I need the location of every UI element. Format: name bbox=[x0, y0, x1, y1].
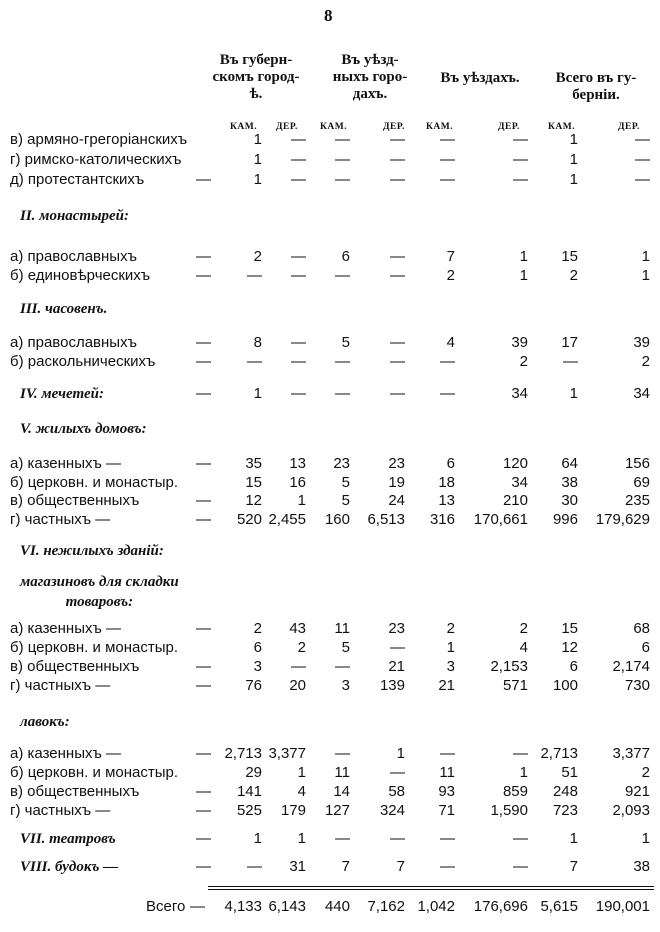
row-label: а) православныхъ bbox=[10, 334, 137, 351]
leader-dash: — bbox=[196, 783, 211, 800]
column-header-provincial-town: Въ губерн- скомъ город- ѣ. bbox=[212, 52, 300, 102]
table-cell: 39 bbox=[511, 334, 528, 351]
table-cell: 1 bbox=[297, 764, 306, 781]
table-cell: 996 bbox=[552, 511, 578, 528]
row-label: а) казенныхъ — bbox=[10, 745, 122, 762]
table-cell: 6 bbox=[446, 455, 455, 472]
table-cell: 12 bbox=[245, 492, 262, 509]
table-cell: — bbox=[390, 248, 405, 265]
table-cell: 1 bbox=[396, 745, 405, 762]
table-cell: 210 bbox=[502, 492, 528, 509]
total-rule-line bbox=[208, 886, 654, 887]
table-cell: 20 bbox=[289, 677, 306, 694]
table-cell: 39 bbox=[633, 334, 650, 351]
table-cell: 11 bbox=[334, 764, 350, 781]
table-cell: 2 bbox=[519, 620, 528, 637]
total-cell: 176,696 bbox=[473, 898, 528, 915]
table-cell: 2 bbox=[519, 353, 528, 370]
table-cell: 15 bbox=[245, 474, 262, 491]
table-cell: 29 bbox=[245, 764, 262, 781]
table-cell: — bbox=[335, 171, 350, 188]
subsection-heading: магазиновъ для складки товаровъ: bbox=[20, 574, 179, 610]
table-cell: 571 bbox=[502, 677, 528, 694]
table-cell: 3,377 bbox=[612, 745, 650, 762]
table-cell: 141 bbox=[236, 783, 262, 800]
row-label: в) армяно-грегоріанскихъ bbox=[10, 131, 188, 148]
table-cell: — bbox=[440, 151, 455, 168]
table-cell: 2 bbox=[569, 267, 578, 284]
table-cell: — bbox=[513, 745, 528, 762]
table-cell: — bbox=[390, 151, 405, 168]
table-cell: — bbox=[291, 658, 306, 675]
table-cell: 2,713 bbox=[540, 745, 578, 762]
table-cell: 21 bbox=[438, 677, 455, 694]
table-cell: 2 bbox=[253, 248, 262, 265]
table-cell: 6,513 bbox=[367, 511, 405, 528]
table-cell: 1,590 bbox=[490, 802, 528, 819]
section-heading: IV. мечетей: bbox=[20, 386, 104, 402]
table-cell: 170,661 bbox=[473, 511, 528, 528]
table-cell: 17 bbox=[561, 334, 578, 351]
leader-dash: — bbox=[196, 802, 211, 819]
table-cell: 520 bbox=[236, 511, 262, 528]
table-cell: — bbox=[440, 131, 455, 148]
section-heading: V. жилыхъ домовъ: bbox=[20, 421, 147, 437]
table-cell: 69 bbox=[633, 474, 650, 491]
table-cell: — bbox=[335, 267, 350, 284]
table-cell: — bbox=[440, 171, 455, 188]
table-cell: 2 bbox=[297, 639, 306, 656]
table-cell: 24 bbox=[388, 492, 405, 509]
table-cell: 6 bbox=[569, 658, 578, 675]
subheader-der: ДЕР. bbox=[498, 122, 520, 132]
table-cell: 1 bbox=[297, 830, 306, 847]
subheader-der: ДЕР. bbox=[618, 122, 640, 132]
table-cell: — bbox=[440, 745, 455, 762]
table-cell: — bbox=[247, 353, 262, 370]
table-cell: — bbox=[390, 131, 405, 148]
table-cell: — bbox=[291, 353, 306, 370]
table-cell: 2 bbox=[641, 353, 650, 370]
table-cell: 2 bbox=[641, 764, 650, 781]
total-cell: 1,042 bbox=[417, 898, 455, 915]
table-cell: 58 bbox=[388, 783, 405, 800]
table-cell: 23 bbox=[388, 620, 405, 637]
table-cell: 2,174 bbox=[612, 658, 650, 675]
table-cell: — bbox=[440, 353, 455, 370]
section-heading: VII. театровъ bbox=[20, 831, 116, 847]
table-cell: — bbox=[513, 830, 528, 847]
section-heading: III. часовенъ. bbox=[20, 301, 108, 317]
table-cell: 31 bbox=[289, 858, 306, 875]
table-cell: 1 bbox=[569, 151, 578, 168]
table-cell: 3 bbox=[446, 658, 455, 675]
table-cell: 11 bbox=[334, 620, 350, 637]
row-label: б) единовѣрческихъ bbox=[10, 267, 151, 284]
table-cell: — bbox=[291, 131, 306, 148]
table-cell: 723 bbox=[552, 802, 578, 819]
table-cell: 16 bbox=[289, 474, 306, 491]
leader-dash: — bbox=[196, 353, 211, 370]
table-cell: — bbox=[390, 353, 405, 370]
table-cell: 23 bbox=[333, 455, 350, 472]
table-cell: 68 bbox=[633, 620, 650, 637]
table-cell: 4 bbox=[446, 334, 455, 351]
leader-dash: — bbox=[190, 898, 205, 915]
leader-dash: — bbox=[196, 858, 211, 875]
row-label: а) казенныхъ — bbox=[10, 455, 122, 472]
leader-dash: — bbox=[196, 677, 211, 694]
table-cell: 34 bbox=[633, 385, 650, 402]
table-cell: 120 bbox=[502, 455, 528, 472]
leader-dash: — bbox=[196, 620, 211, 637]
table-cell: 100 bbox=[552, 677, 578, 694]
total-cell: 4,133 bbox=[224, 898, 262, 915]
leader-dash: — bbox=[196, 492, 211, 509]
total-label: Всего bbox=[146, 898, 186, 915]
table-cell: 35 bbox=[245, 455, 262, 472]
leader-dash: — bbox=[196, 658, 211, 675]
total-cell: 6,143 bbox=[268, 898, 306, 915]
subheader-kam: КАМ. bbox=[426, 122, 454, 132]
table-cell: — bbox=[335, 385, 350, 402]
table-cell: — bbox=[440, 830, 455, 847]
table-cell: 64 bbox=[561, 455, 578, 472]
leader-dash: — bbox=[196, 248, 211, 265]
subheader-der: ДЕР. bbox=[276, 122, 298, 132]
table-cell: — bbox=[291, 248, 306, 265]
table-cell: — bbox=[513, 171, 528, 188]
total-cell: 190,001 bbox=[595, 898, 650, 915]
subheader-kam: КАМ. bbox=[320, 122, 348, 132]
table-cell: — bbox=[390, 830, 405, 847]
table-cell: 38 bbox=[561, 474, 578, 491]
table-cell: 15 bbox=[561, 248, 578, 265]
total-cell: 7,162 bbox=[367, 898, 405, 915]
subheader-kam: КАМ. bbox=[548, 122, 576, 132]
leader-dash: — bbox=[196, 267, 211, 284]
total-cell: 440 bbox=[324, 898, 350, 915]
table-cell: — bbox=[247, 858, 262, 875]
row-label: в) общественныхъ bbox=[10, 492, 140, 509]
table-cell: 1 bbox=[569, 385, 578, 402]
table-cell: — bbox=[440, 858, 455, 875]
table-cell: 156 bbox=[624, 455, 650, 472]
table-cell: — bbox=[513, 131, 528, 148]
row-label: в) общественныхъ bbox=[10, 783, 140, 800]
table-cell: — bbox=[335, 151, 350, 168]
table-cell: 5 bbox=[341, 639, 350, 656]
section-heading: VIII. будокъ — bbox=[20, 859, 119, 875]
table-cell: 921 bbox=[624, 783, 650, 800]
table-cell: — bbox=[635, 151, 650, 168]
table-cell: — bbox=[635, 171, 650, 188]
table-cell: 1 bbox=[446, 639, 455, 656]
row-label: г) римско-католическихъ bbox=[10, 151, 182, 168]
table-cell: 730 bbox=[624, 677, 650, 694]
column-header-district-towns: Въ уѣзд- ныхъ горо- дахъ. bbox=[332, 52, 408, 102]
table-cell: 1 bbox=[297, 492, 306, 509]
leader-dash: — bbox=[196, 171, 211, 188]
table-cell: 30 bbox=[561, 492, 578, 509]
table-cell: 2,455 bbox=[268, 511, 306, 528]
table-cell: 8 bbox=[253, 334, 262, 351]
row-label: б) церковн. и монастыр. bbox=[10, 474, 179, 491]
table-cell: 23 bbox=[388, 455, 405, 472]
subsection-heading: лавокъ: bbox=[20, 714, 70, 730]
table-cell: 179,629 bbox=[595, 511, 650, 528]
table-cell: 1 bbox=[641, 830, 650, 847]
table-cell: 1 bbox=[519, 267, 528, 284]
table-cell: 7 bbox=[341, 858, 350, 875]
table-cell: 7 bbox=[396, 858, 405, 875]
table-cell: 1 bbox=[641, 248, 650, 265]
leader-dash: — bbox=[196, 745, 211, 762]
table-cell: — bbox=[335, 830, 350, 847]
table-cell: 18 bbox=[438, 474, 455, 491]
column-header-province-total: Всего въ гу- берніи. bbox=[555, 70, 637, 103]
table-cell: 2 bbox=[253, 620, 262, 637]
table-cell: 6 bbox=[253, 639, 262, 656]
table-cell: 2 bbox=[446, 267, 455, 284]
table-cell: 248 bbox=[552, 783, 578, 800]
subheader-kam: КАМ. bbox=[230, 122, 258, 132]
section-heading: II. монастырей: bbox=[20, 208, 130, 224]
table-cell: — bbox=[563, 353, 578, 370]
table-cell: 11 bbox=[439, 764, 455, 781]
table-cell: 235 bbox=[624, 492, 650, 509]
table-cell: 71 bbox=[438, 802, 455, 819]
table-cell: 15 bbox=[561, 620, 578, 637]
table-cell: 13 bbox=[289, 455, 306, 472]
table-cell: 1 bbox=[253, 385, 262, 402]
table-cell: 316 bbox=[429, 511, 455, 528]
table-cell: 19 bbox=[388, 474, 405, 491]
row-label: б) церковн. и монастыр. bbox=[10, 639, 179, 656]
row-label: г) частныхъ — bbox=[10, 802, 111, 819]
table-cell: 1 bbox=[519, 764, 528, 781]
table-cell: — bbox=[513, 151, 528, 168]
table-cell: 160 bbox=[324, 511, 350, 528]
leader-dash: — bbox=[196, 455, 211, 472]
table-cell: 1 bbox=[569, 131, 578, 148]
table-cell: — bbox=[335, 658, 350, 675]
table-cell: 93 bbox=[438, 783, 455, 800]
table-cell: — bbox=[440, 385, 455, 402]
table-cell: — bbox=[291, 385, 306, 402]
table-cell: 5 bbox=[341, 474, 350, 491]
table-cell: 4 bbox=[519, 639, 528, 656]
table-cell: — bbox=[291, 151, 306, 168]
table-cell: 1 bbox=[569, 171, 578, 188]
table-cell: 34 bbox=[511, 385, 528, 402]
table-cell: — bbox=[390, 639, 405, 656]
leader-dash: — bbox=[196, 511, 211, 528]
table-cell: 7 bbox=[569, 858, 578, 875]
table-cell: 34 bbox=[511, 474, 528, 491]
subheader-der: ДЕР. bbox=[383, 122, 405, 132]
row-label: а) православныхъ bbox=[10, 248, 137, 265]
row-label: а) казенныхъ — bbox=[10, 620, 122, 637]
table-cell: — bbox=[291, 267, 306, 284]
table-cell: 1 bbox=[253, 131, 262, 148]
column-header-districts: Въ уѣздахъ. bbox=[440, 70, 520, 86]
row-label: б) церковн. и монастыр. bbox=[10, 764, 179, 781]
table-cell: 2,713 bbox=[224, 745, 262, 762]
table-cell: 76 bbox=[245, 677, 262, 694]
table-cell: 1 bbox=[253, 151, 262, 168]
table-cell: 14 bbox=[333, 783, 350, 800]
total-rule-line-2 bbox=[208, 889, 654, 890]
row-label: б) раскольническихъ bbox=[10, 353, 156, 370]
table-cell: 1 bbox=[253, 830, 262, 847]
table-cell: 3 bbox=[253, 658, 262, 675]
table-cell: 13 bbox=[438, 492, 455, 509]
table-cell: 5 bbox=[341, 334, 350, 351]
table-cell: 1 bbox=[641, 267, 650, 284]
table-cell: — bbox=[291, 171, 306, 188]
table-cell: 1 bbox=[519, 248, 528, 265]
table-cell: 5 bbox=[341, 492, 350, 509]
table-cell: 38 bbox=[633, 858, 650, 875]
row-label: в) общественныхъ bbox=[10, 658, 140, 675]
table-cell: 139 bbox=[379, 677, 405, 694]
row-label: д) протестантскихъ bbox=[10, 171, 145, 188]
table-cell: 12 bbox=[561, 639, 578, 656]
table-cell: 2,153 bbox=[490, 658, 528, 675]
table-cell: — bbox=[335, 131, 350, 148]
table-cell: — bbox=[635, 131, 650, 148]
table-cell: — bbox=[390, 385, 405, 402]
table-cell: — bbox=[291, 334, 306, 351]
table-cell: 43 bbox=[289, 620, 306, 637]
table-cell: 1 bbox=[569, 830, 578, 847]
table-cell: 127 bbox=[324, 802, 350, 819]
table-cell: — bbox=[390, 764, 405, 781]
row-label: г) частныхъ — bbox=[10, 677, 111, 694]
total-cell: 5,615 bbox=[540, 898, 578, 915]
table-cell: 525 bbox=[236, 802, 262, 819]
table-cell: 4 bbox=[297, 783, 306, 800]
table-cell: 3 bbox=[341, 677, 350, 694]
table-cell: 6 bbox=[341, 248, 350, 265]
table-cell: 6 bbox=[641, 639, 650, 656]
table-cell: 2,093 bbox=[612, 802, 650, 819]
table-cell: 179 bbox=[280, 802, 306, 819]
table-cell: — bbox=[390, 267, 405, 284]
table-cell: — bbox=[390, 334, 405, 351]
table-cell: 1 bbox=[253, 171, 262, 188]
leader-dash: — bbox=[196, 334, 211, 351]
table-cell: 3,377 bbox=[268, 745, 306, 762]
table-cell: 2 bbox=[446, 620, 455, 637]
table-cell: — bbox=[335, 353, 350, 370]
table-cell: 324 bbox=[379, 802, 405, 819]
table-cell: 859 bbox=[502, 783, 528, 800]
table-cell: 7 bbox=[446, 248, 455, 265]
table-cell: 21 bbox=[388, 658, 405, 675]
table-cell: — bbox=[390, 171, 405, 188]
table-cell: — bbox=[335, 745, 350, 762]
leader-dash: — bbox=[196, 385, 211, 402]
row-label: г) частныхъ — bbox=[10, 511, 111, 528]
table-cell: 51 bbox=[561, 764, 578, 781]
page-number: 8 bbox=[324, 6, 333, 25]
table-cell: — bbox=[513, 858, 528, 875]
section-heading: VI. нежилыхъ зданій: bbox=[20, 543, 164, 559]
table-cell: — bbox=[247, 267, 262, 284]
leader-dash: — bbox=[196, 830, 211, 847]
